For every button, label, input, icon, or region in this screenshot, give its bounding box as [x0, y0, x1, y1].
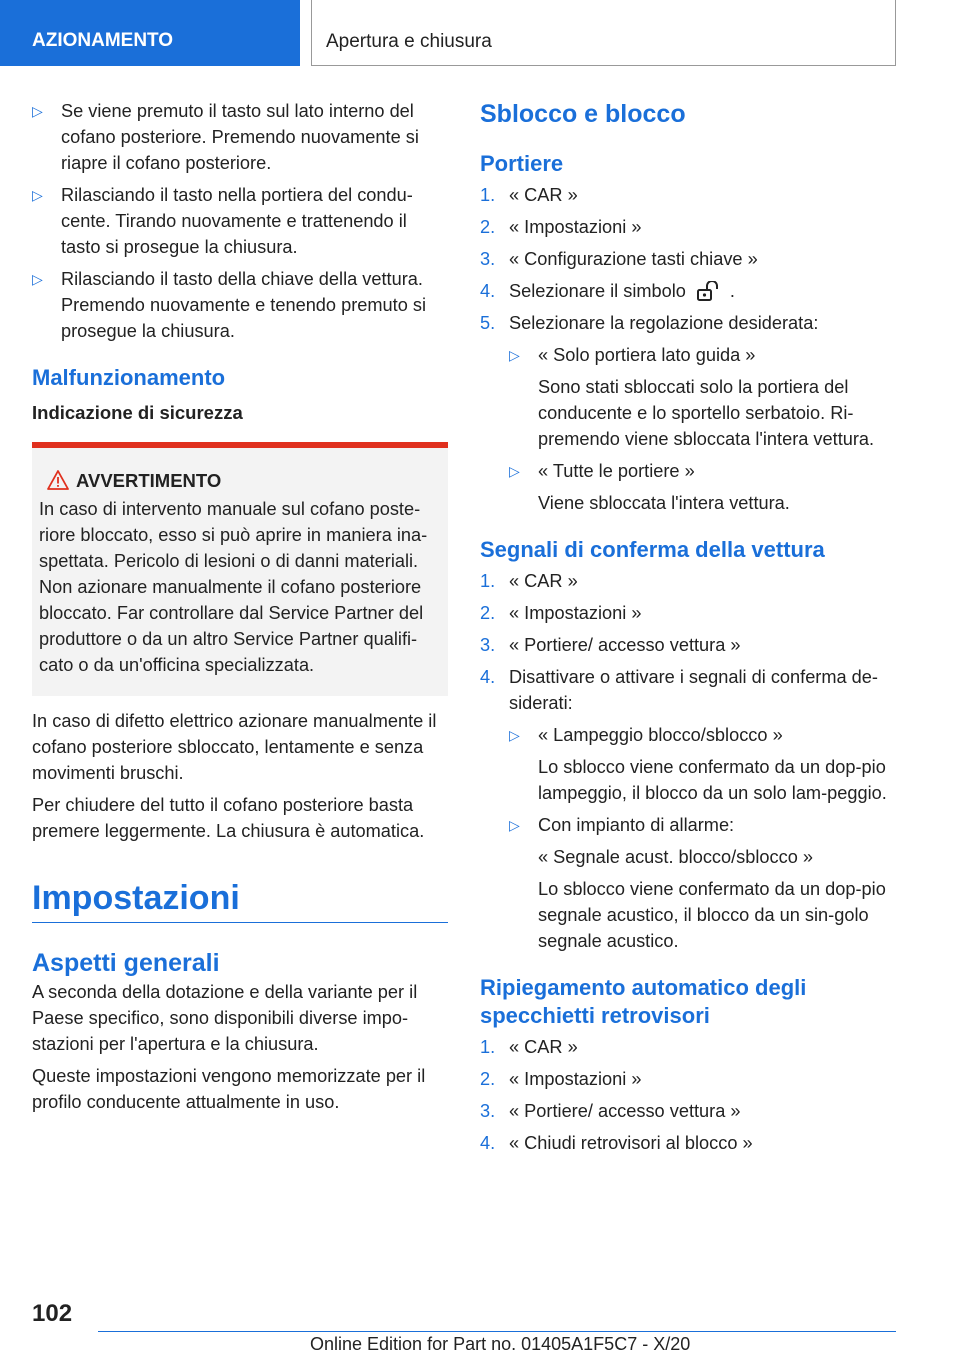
sub-list-text: Viene sbloccata l'intera vettura. [538, 493, 790, 513]
malfunction-heading: Malfunzionamento [32, 365, 226, 390]
confirm-heading: Segnali di conferma della vettura [480, 537, 825, 562]
header-section-tab [0, 0, 300, 66]
list-item: 4. « Chiudi retrovisori al blocco » [480, 1133, 753, 1153]
sub-list-item: ▷ « Solo portiera lato guida » [480, 342, 900, 368]
warning-title: AVVERTIMENTO [39, 468, 440, 494]
unlock-heading: Sblocco e blocco [480, 100, 686, 128]
list-item: 1. « CAR » [480, 1037, 578, 1057]
list-item: 1. « CAR » [480, 185, 578, 205]
triangle-bullet-icon: ▷ [509, 727, 520, 743]
footer-edition: Online Edition for Part no. 01405A1F5C7 - X/20 [310, 1334, 691, 1354]
list-item: 2. « Impostazioni » [480, 1069, 642, 1089]
right-column [480, 98, 900, 1162]
triangle-bullet-icon: ▷ [509, 347, 520, 363]
paragraph: In caso di difetto elettrico azionare manualmente il cofano posteriore sbloccato, lentamente e senza movimenti bruschi. [32, 711, 437, 783]
triangle-bullet-icon: ▷ [32, 271, 43, 287]
sub-list-item: ▷ « Tutte le portiere » [480, 458, 900, 484]
header-chapter-label: Apertura e chiusura [326, 31, 492, 52]
left-column [32, 98, 448, 1121]
page-number: 102 [32, 1300, 73, 1327]
paragraph: Per chiudere del tutto il cofano posteriore basta premere leggermente. La chiusura è automatica. [32, 795, 425, 841]
list-item: 3. « Portiere/ accesso vettura » [480, 635, 741, 655]
warning-box [32, 442, 448, 696]
warning-text-action: Non azionare manualmente il cofano posteriore bloccato. Far controllare dal Service Partner del produttore o da un altro Service Partner qualifi-cato o da un'officina specializzata. [39, 577, 424, 675]
list-item: 2. « Impostazioni » [480, 217, 642, 237]
sub-list-item: ▷ Con impianto di allarme: [480, 812, 900, 838]
triangle-bullet-icon: ▷ [509, 463, 520, 479]
triangle-bullet-icon: ▷ [32, 103, 43, 119]
list-item: 4. Disattivare o attivare i segnali di conferma de-siderati: [480, 667, 878, 713]
list-item: 2. « Impostazioni » [480, 603, 642, 623]
warning-text-risk: In caso di intervento manuale sul cofano poste-riore bloccato, esso si può aprire in maniera ina-spettata. Pericolo di lesioni o di danni materiali. [39, 499, 428, 571]
sub-list-text: Lo sblocco viene confermato da un dop-pio lampeggio, il blocco da un solo lam-peggio. [538, 757, 887, 803]
mirror-heading: Ripiegamento automatico degli specchietti retrovisori [480, 975, 807, 1028]
doors-heading: Portiere [480, 151, 564, 176]
unlock-icon [696, 281, 722, 301]
sub-list-text: Sono stati sbloccati solo la portiera del conducente e lo sportello serbatoio. Ri-premendo viene sbloccata l'intera vettura. [538, 377, 875, 449]
list-item: 1. « CAR » [480, 571, 578, 591]
header-section-label: AZIONAMENTO [32, 30, 174, 51]
sub-list-text: Lo sblocco viene confermato da un dop-pio segnale acustico, il blocco da un sin-golo segnale acustico. [538, 879, 886, 951]
sub-list-text: « Segnale acust. blocco/sblocco » [538, 847, 814, 867]
triangle-bullet-icon: ▷ [32, 187, 43, 203]
warning-triangle-icon [47, 470, 69, 490]
list-item: ▷ Rilasciando il tasto della chiave della vettura. Premendo nuovamente e tenendo premuto si prosegue la chiusura. [32, 266, 448, 344]
list-item: ▷ Se viene premuto il tasto sul lato interno del cofano posteriore. Premendo nuovamente si riapre il cofano posteriore. [32, 98, 448, 176]
list-item: 3. « Portiere/ accesso vettura » [480, 1101, 741, 1121]
settings-heading: Impostazioni [32, 879, 240, 917]
list-item: 3. « Configurazione tasti chiave » [480, 249, 758, 269]
triangle-bullet-icon: ▷ [509, 817, 520, 833]
header-chapter-tab [311, 0, 896, 66]
section-divider [32, 922, 448, 923]
general-heading: Aspetti generali [32, 949, 220, 977]
list-item: 5. Selezionare la regolazione desiderata: [480, 313, 819, 333]
footer-divider [98, 1331, 896, 1332]
paragraph: A seconda della dotazione e della variante per il Paese specifico, sono disponibili diverse impo-stazioni per l'apertura e la chiusura. [32, 982, 418, 1054]
safety-heading: Indicazione di sicurezza [32, 402, 243, 423]
list-item: ▷ Rilasciando il tasto nella portiera del condu-cente. Tirando nuovamente e trattenendo il tasto si prosegue la chiusura. [32, 182, 448, 260]
paragraph: Queste impostazioni vengono memorizzate per il profilo conducente attualmente in uso. [32, 1066, 426, 1112]
sub-list-item: ▷ « Lampeggio blocco/sblocco » [480, 722, 900, 748]
list-item: 4. Selezionare il simbolo . [480, 281, 735, 301]
